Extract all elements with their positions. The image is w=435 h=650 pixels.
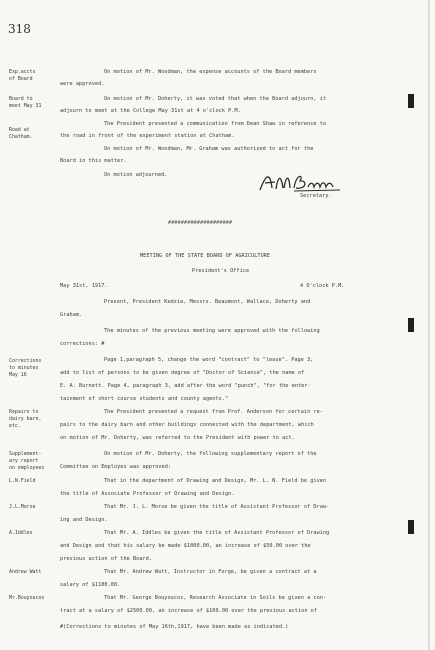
- margin-note: on employees: [9, 465, 45, 471]
- margin-note: Road at: [9, 127, 30, 133]
- text-line: and Design and that his salary be made $1800.00, an increase of $50.00 over the: [60, 543, 311, 549]
- text-line: add to list of persons to be given degree of "Doctor of Science", the name of: [60, 370, 305, 376]
- margin-note: Exp.accts: [9, 69, 36, 75]
- text-line: That Mr. Andrew Watt, Instructor in Forge, be given a contract at a: [104, 569, 317, 575]
- margin-note: May 16: [9, 372, 27, 378]
- text-line: tract at a salary of $2500.00, an increase of $100.00 over the previous action of: [60, 608, 318, 614]
- text-line: Present, President Kedzie, Messrs. Beaumont, Wallace, Doherty and: [104, 299, 311, 305]
- margin-note: dairy barn,: [9, 416, 42, 422]
- text-line: The President presented a communication from Dean Shaw in reference to: [104, 121, 327, 127]
- text-line: ing and Design.: [60, 517, 108, 523]
- meeting-location: President's Office: [192, 268, 250, 274]
- margin-note: Supplement-: [9, 451, 42, 457]
- section-divider: ####################: [168, 220, 233, 226]
- text-line: the title of Associate Professor of Drawing and Design.: [60, 491, 235, 497]
- page-number: 318: [8, 22, 31, 36]
- margin-note: Mr.Bouyoucos: [9, 595, 45, 601]
- text-line: tainment of short course students and county agents.": [60, 396, 229, 402]
- text-line: That Mr. A. Iddles be given the title of Assistant Professor of Drawing: [104, 530, 330, 536]
- text-line: Board in this matter.: [60, 158, 127, 164]
- margin-note: Corrections: [9, 358, 42, 364]
- text-line: the road in front of the experiment station at Chatham.: [60, 133, 235, 139]
- margin-note: J.L.Morse: [9, 504, 36, 510]
- footnote: #(Corrections to minutes of May 16th,1917, have been made as indicated.): [60, 624, 289, 630]
- text-line: E. A. Burnett. Page 4, paragraph 3, add after the word "punch", "for the enter-: [60, 383, 311, 389]
- text-line: The President presented a request from Prof. Anderson for certain re-: [104, 409, 323, 415]
- secretary-label: Secretary.: [300, 193, 332, 199]
- text-line: That Mr. J. L. Morse be given the title of Assistant Professor of Draw-: [104, 504, 330, 510]
- margin-note: ary report: [9, 458, 39, 464]
- text-line: The minutes of the previous meeting were approved with the following: [104, 328, 320, 334]
- margin-note: Chatham.: [9, 134, 33, 140]
- text-line: corrections: #: [60, 341, 105, 347]
- text-line: That Mr. George Bouyoucos, Research Associate in Soils be given a con-: [104, 595, 327, 601]
- binder-mark: [408, 318, 414, 332]
- text-line: On motion of Mr. Doherty, it was voted that when the Board adjourn, it: [104, 96, 327, 102]
- meeting-date: May 31st, 1917.: [60, 283, 108, 289]
- text-line: pairs to the dairy barn and other buildings connected with the department, which: [60, 422, 314, 428]
- text-line: salary of $1100.00.: [60, 582, 121, 588]
- meeting-time: 4 O'clock P.M.: [300, 283, 345, 289]
- text-line: On motion of Mr. Doherty, the following supplementary report of the: [104, 451, 317, 457]
- binder-mark: [408, 94, 414, 108]
- text-line: On motion of Mr. Woodman, the expense accounts of the Board members: [104, 69, 317, 75]
- text-line: on motion of Mr. Doherty, was referred to the President with power to act.: [60, 435, 295, 441]
- meeting-heading: MEETING OF THE STATE BOARD OF AGRICULTURE: [140, 253, 271, 259]
- margin-note: etc.: [9, 423, 21, 429]
- margin-note: Andrew Watt: [9, 569, 42, 575]
- text-line: That in the department of Drawing and Design, Mr. L. N. Field be given: [104, 478, 327, 484]
- text-line: adjourn to meet at the College May 31st at 4 o'clock P.M.: [60, 108, 241, 114]
- page-edge: [428, 0, 430, 650]
- text-line: On motion of Mr. Woodman, Mr. Graham was authorized to act for the: [104, 146, 314, 152]
- margin-note: L.N.Field: [9, 478, 36, 484]
- text-line: Page 1,paragraph 5, change the word "contract" to "lease". Page 3,: [104, 357, 314, 363]
- margin-note: to minutes: [9, 365, 39, 371]
- margin-note: of Board: [9, 76, 33, 82]
- text-line: On motion adjourned.: [104, 172, 168, 178]
- text-line: previous action of the Board.: [60, 556, 153, 562]
- binder-mark: [408, 520, 414, 534]
- text-line: Committee on Employes was approved:: [60, 464, 172, 470]
- margin-note: Board to: [9, 96, 33, 102]
- margin-note: A.Iddles: [9, 530, 33, 536]
- margin-note: Repairs to: [9, 409, 39, 415]
- text-line: were approved.: [60, 81, 105, 87]
- margin-note: meet May 31: [9, 103, 42, 109]
- text-line: Graham.: [60, 312, 83, 318]
